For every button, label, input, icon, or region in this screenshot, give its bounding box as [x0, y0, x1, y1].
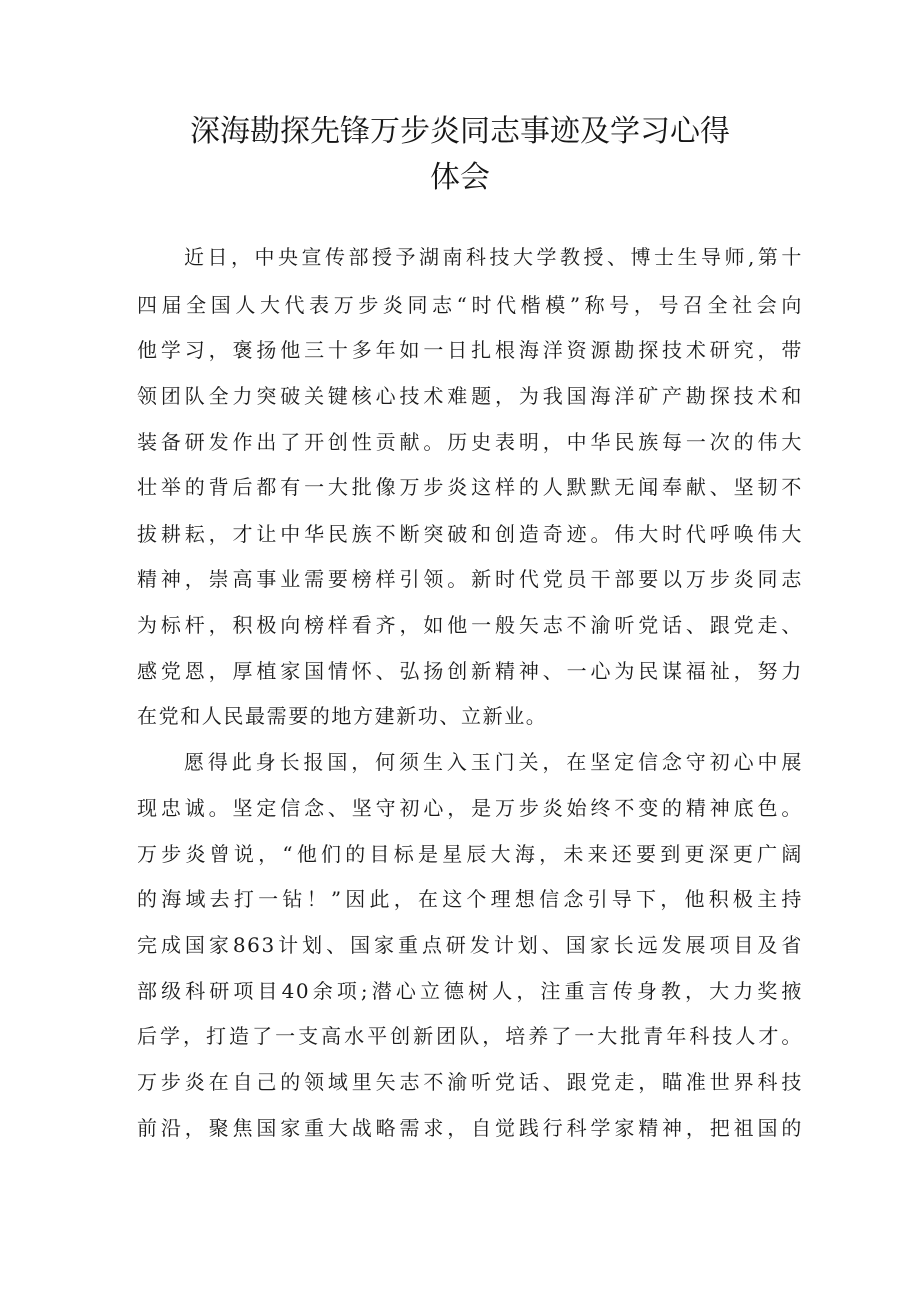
paragraph-2-line: 前沿，聚焦国家重大战略需求，自觉践行科学家精神，把祖国的	[137, 1116, 803, 1140]
paragraph-1-line: 精神，崇高事业需要榜样引领。新时代党员干部要以万步炎同志	[137, 567, 803, 591]
paragraph-1-line: 感党恩，厚植家国情怀、弘扬创新精神、一心为民谋福祉，努力	[137, 659, 803, 683]
paragraph-2-line: 的海域去打一钻！”因此，在这个理想信念引导下，他积极主持	[137, 887, 803, 911]
paragraph-1-line: 在党和人民最需要的地方建新功、立新业。	[137, 704, 548, 728]
paragraph-2-line: 现忠诚。坚定信念、坚守初心，是万步炎始终不变的精神底色。	[137, 796, 803, 820]
paragraph-2-line: 完成国家863计划、国家重点研发计划、国家长远发展项目及省	[137, 933, 803, 957]
paragraph-1-line: 近日，中央宣传部授予湖南科技大学教授、博士生导师,第十	[184, 245, 803, 269]
paragraph-2-line: 万步炎在自己的领域里矢志不渝听党话、跟党走，瞄准世界科技	[137, 1070, 803, 1094]
document-title-line-1: 深海勘探先锋万步炎同志事迹及学习心得	[190, 114, 730, 149]
paragraph-2-line: 愿得此身长报国，何须生入玉门关，在坚定信念守初心中展	[184, 750, 803, 774]
paragraph-2-line: 后学，打造了一支高水平创新团队，培养了一大批青年科技人才。	[137, 1024, 803, 1048]
paragraph-1-line: 拔耕耘，才让中华民族不断突破和创造奇迹。伟大时代呼唤伟大	[137, 522, 803, 546]
paragraph-1-line: 装备研发作出了开创性贡献。历史表明，中华民族每一次的伟大	[137, 430, 803, 454]
paragraph-1-line: 四届全国人大代表万步炎同志“时代楷模”称号，号召全社会向	[137, 293, 803, 317]
paragraph-1-line: 壮举的背后都有一大批像万步炎这样的人默默无闻奉献、坚韧不	[137, 475, 803, 499]
paragraph-1-line: 为标杆，积极向榜样看齐，如他一般矢志不渝听党话、跟党走、	[137, 613, 803, 637]
paragraph-1-line: 他学习，褒扬他三十多年如一日扎根海洋资源勘探技术研究，带	[137, 338, 803, 362]
document-title-line-2: 体会	[430, 160, 490, 195]
paragraph-2-line: 部级科研项目40余项;潜心立德树人，注重言传身教，大力奖掖	[137, 979, 803, 1003]
paragraph-2-line: 万步炎曾说，“他们的目标是星辰大海，未来还要到更深更广阔	[137, 842, 803, 866]
paragraph-1-line: 领团队全力突破关键核心技术难题，为我国海洋矿产勘探技术和	[137, 384, 803, 408]
